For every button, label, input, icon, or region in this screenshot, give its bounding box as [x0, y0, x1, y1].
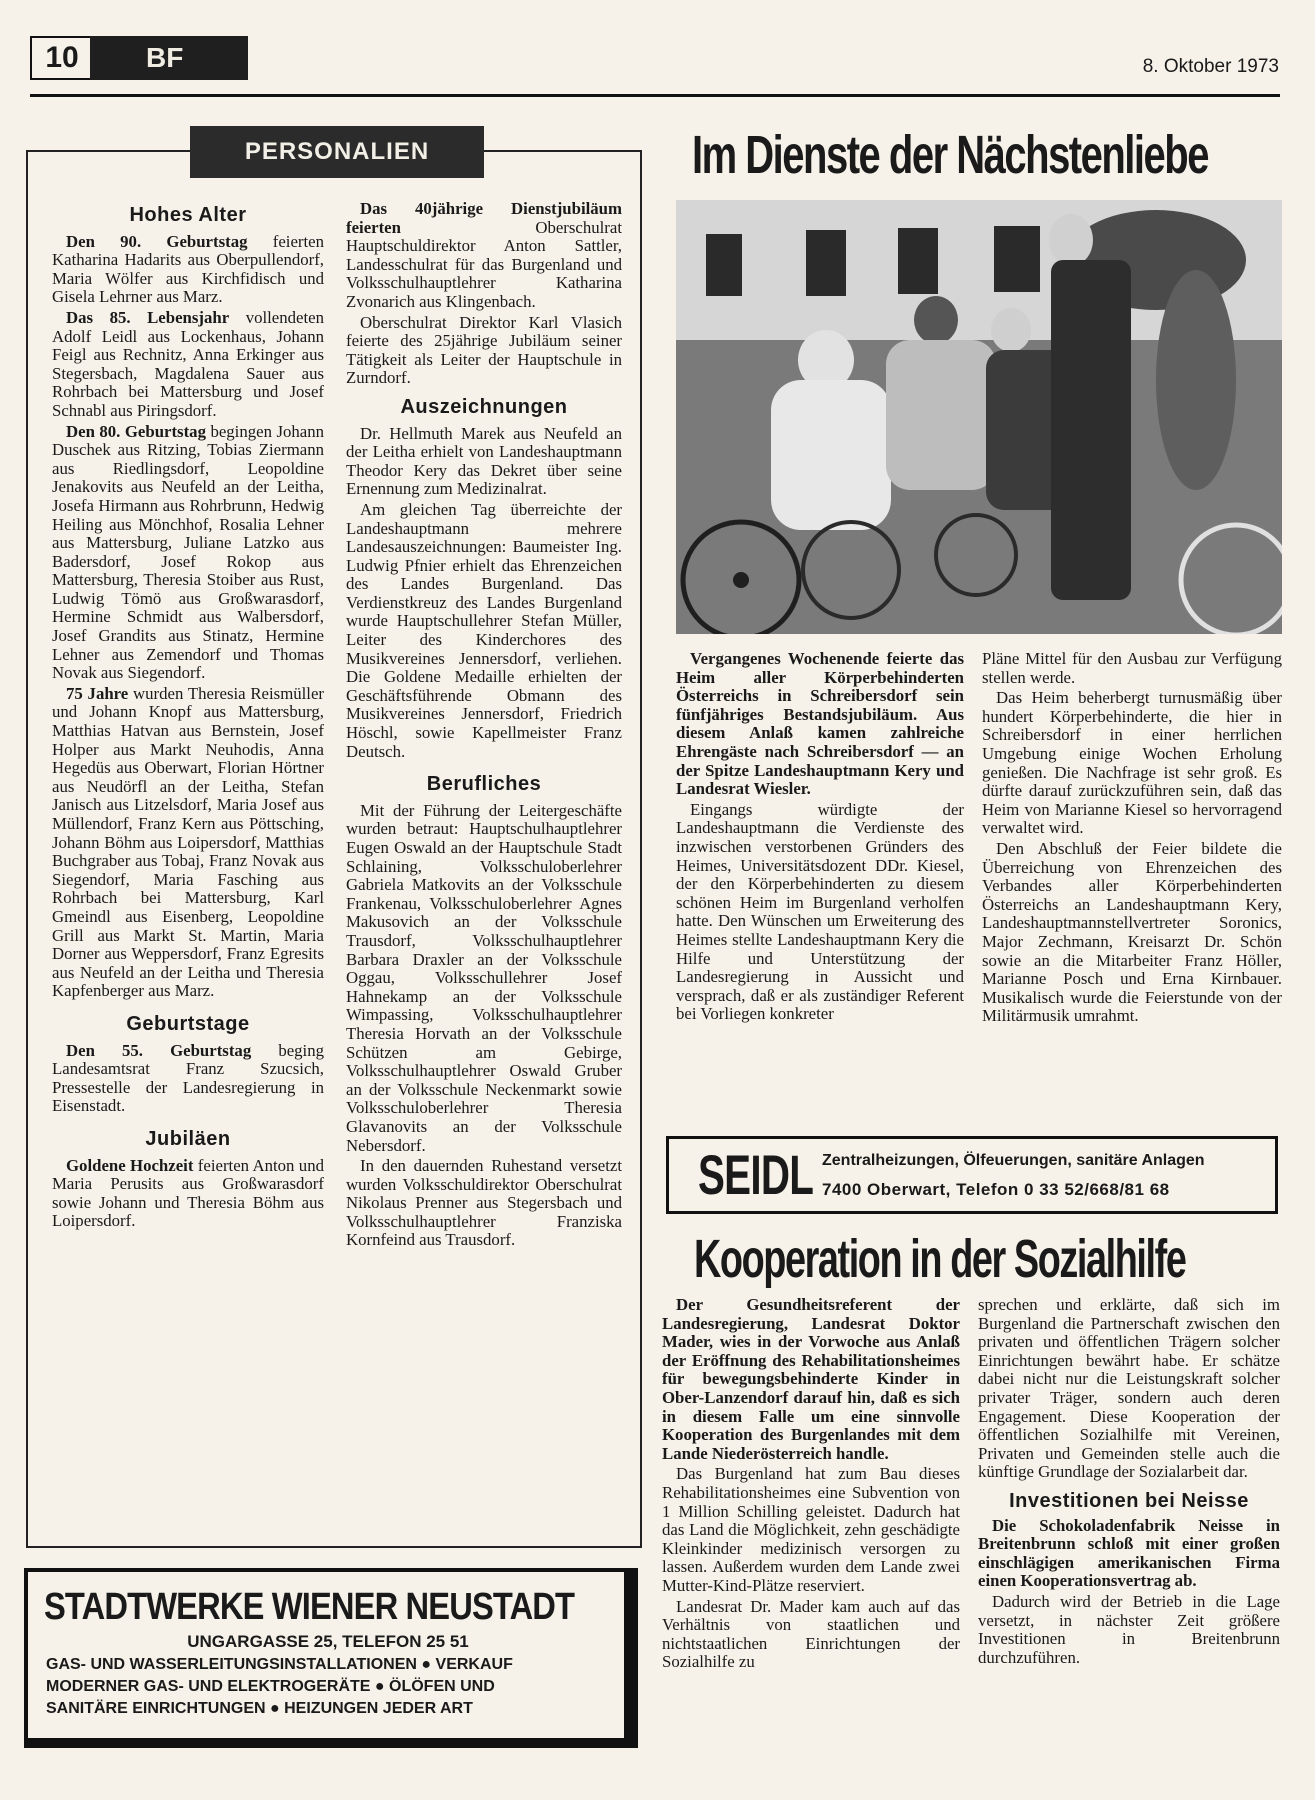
ad-stadtwerke-address: UNGARGASSE 25, TELEFON 25 51	[187, 1632, 469, 1651]
paragraph: Am gleichen Tag überreichte der Landeshauptmann mehrere Landesauszeichnungen: Baumeister Ing. Ludwig Pfnier erhielt das Ehrenzeichen des Landes Burgenland. Das Verdienstkreuz des Landes Burgenland wurde Hauptschullehrer Stefan Müller, Leiter des Kinderchores des Musikvereines Jennersdorf, verliehen. Die Goldene Medaille erhielten der Geschäftsführende Obmann des Musikvereines Jennersdorf, Friedrich Höschl, sowie Kapellmeister Franz Deutsch.	[346, 499, 622, 761]
ad-stadtwerke-line: GAS- UND WASSERLEITUNGSINSTALLATIONEN ● VERKAUF	[46, 1656, 513, 1673]
paragraph: Oberschulrat Direktor Karl Vlasich feierte des 25jährige Jubiläum seiner Tätigkeit als Leiter der Hauptschule in Zurndorf.	[346, 312, 622, 388]
paragraph: Dr. Hellmuth Marek aus Neufeld an der Leitha erhielt von Landeshauptmann Theodor Kery das Dekret über seine Ernennung zum Medizinalrat.	[346, 423, 622, 499]
article1-column-2	[982, 650, 1282, 1028]
ad-stadtwerke-name: STADTWERKE WIENER NEUSTADT	[44, 1586, 575, 1628]
heading-jubilaeen: Jubiläen	[145, 1127, 231, 1150]
article2-lead: Der Gesundheitsreferent der Landesregierung, Landesrat Doktor Mader, wies in der Vorwoche aus Anlaß der Eröffnung des Rehabilitationsheimes für bewegungsbehinderte Kinder in Ober-Lanzendorf darauf hin, daß es sich in diesem Falle um eine sinnvolle Kooperation des Burgenlandes mit dem Lande Niederösterreich handle.	[662, 1295, 960, 1463]
article-photo	[676, 200, 1282, 634]
article2-column-2	[978, 1296, 1280, 1669]
paragraph: Den 55. Geburtstag beging Landesamtsrat Franz Szucsich, Pressestelle der Landesregierung in Eisenstadt.	[52, 1040, 325, 1116]
article2-column-1	[662, 1296, 960, 1674]
paragraph: Das Heim beherbergt turnusmäßig über hundert Körperbehinderte, die hier in Schreibersdorf in einer herrlichen Umgebung einige Wochen Erholung genießen. Die Nachfrage ist sehr groß. Es dürfte darauf zurückzuführen sein, daß das Heim von Marianne Kiesel so hervorragend verwaltet wird.	[982, 688, 1282, 838]
paragraph: Das 40jährige Dienstjubiläum feierten Oberschulrat Hauptschuldirektor Anton Sattler, Landesschulrat für das Burgenland und Volksschulhauptlehrer Katharina Zvonarich aus Klingenbach.	[346, 199, 622, 311]
heading-berufliches: Berufliches	[426, 773, 542, 796]
paragraph: Das Burgenland hat zum Bau dieses Rehabilitationsheimes eine Subvention von 1 Million Schilling geleistet. Dadurch hat das Land die Möglichkeit, zehn geschädigte Kleinkinder medizinisch versorgen zu lassen. Außerdem wurden dem Lande zwei Mutter-Kind-Plätze reserviert.	[662, 1464, 960, 1595]
ad-stadtwerke-line: MODERNER GAS- UND ELEKTROGERÄTE ● ÖLÖFEN UND	[46, 1678, 495, 1695]
heading-hohes-alter: Hohes Alter	[129, 204, 247, 226]
paragraph: 75 Jahre wurden Theresia Reismüller und Johann Knopf aus Mattersburg, Matthias Hatvan aus Bernstein, Josef Holper aus Markt Neuhodis, Anna Hegedüs aus Oberwart, Florian Hörtner aus Neudörfl an der Leitha, Stefan Janisch aus Litzelsdorf, Maria Josef aus Müllendorf, Franz Kern aus Pöttsching, Johann Böhm aus Loipersdorf, Matthias Buchgraber aus Tobaj, Franz Novak aus Siegendorf, Maria Fasching aus Rohrbach bei Mattersburg, Karl Gmeindl aus Eisenberg, Leopoldine Grill aus Markt St. Martin, Maria Dorner aus Weppersdorf, Franz Egresits aus Neufeld an der Leitha und Theresia Kapfenberger aus Marz.	[52, 683, 324, 1001]
issue-date: 8. Oktober 1973	[1142, 56, 1279, 77]
heading-auszeichnungen: Auszeichnungen	[400, 395, 568, 418]
personalien-column-2	[346, 200, 622, 1252]
paragraph: Mit der Führung der Leitergeschäfte wurden betraut: Hauptschulhauptlehrer Eugen Oswald an der Hauptschule Stadt Schlaining, Volksschuloberlehrer Gabriela Matkovits an der Volksschule Frankenau, Volksschuloberlehrer Agnes Makusovich an der Volksschule Trausdorf, Volksschulhauptlehrer Barbara Draxler an der Volksschule Oggau, Volksschullehrer Josef Hahnekamp an der Volksschule Wimpassing, Volksschulhauptlehrer Theresia Horvath an der Volksschule Schützen am Gebirge, Volksschulhauptlehrer Oswald Gruber an der Volksschule Neckenmarkt sowie Volksschuloberlehrer Theresia Glavanovits an der Volksschule Nebersdorf.	[346, 800, 622, 1155]
paragraph: Die Schokoladenfabrik Neisse in Breitenbrunn schloß mit einer großen einschlägigen amerikanischen Firma einen Kooperationsvertrag ab.	[978, 1515, 1280, 1591]
headline-naechstenliebe: Im Dienste der Nächstenliebe	[692, 125, 1208, 185]
paragraph: Den Abschluß der Feier bildete die Überreichung von Ehrenzeichen des Verbandes aller Körperbehinderten Österreichs an Landeshauptmann Kery, Landeshauptmannstellvertreter Soronics, Major Zechmann, Kreisarzt Dr. Schön sowie an die Mitarbeiter Franz Höller, Marianne Posch und Erna Kirnbauer. Musikalisch wurde die Feierstunde von der Militärmusik umrahmt.	[982, 838, 1282, 1026]
personalien-label: PERSONALIEN	[190, 126, 484, 178]
paragraph: sprechen und erklärte, daß sich im Burgenland die Partnerschaft zwischen den privaten und öffentlichen Trägern solcher Einrichtungen bewährt habe. Er schätze dabei nicht nur die Leistungskraft solcher privater Träger, sondern auch deren Engagement. Diese Kooperation der öffentlichen Sozialhilfe mit Vereinen, Privaten und Gemeinden stelle auch die künftige Grundlage der Sozialarbeit dar.	[978, 1295, 1280, 1482]
paragraph: In den dauernden Ruhestand versetzt wurden Volksschuldirektor Oberschulrat Nikolaus Prenner aus Stegersbach und Volksschulhauptlehrer Franziska Kornfeind aus Trausdorf.	[346, 1156, 622, 1250]
section-label: BF	[90, 36, 248, 80]
article1-column-1	[676, 650, 964, 1026]
paragraph: Den 80. Geburtstag begingen Johann Duschek aus Ritzing, Tobias Ziermann aus Riedlingsdorf, Leopoldine Jenakovits aus Neufeld an der Leitha, Josefa Hirmann aus Rohrbrunn, Hedwig Heiling aus Mönchhof, Rosalia Lehner aus Mattersburg, Juliane Latzko aus Badersdorf, Josef Rokop aus Mattersburg, Theresia Stoiber aus Rust, Ludwig Tömö aus Großwarasdorf, Hermine Schmidt aus Walbersdorf, Josef Grandits aus Stinatz, Hermine Lehner aus Zemendorf und Thomas Novak aus Siegendorf.	[52, 421, 324, 683]
photo-wheelchair-scene	[676, 200, 1282, 634]
page-number: 10	[30, 36, 94, 80]
paragraph: Pläne Mittel für den Ausbau zur Verfügung stellen werde.	[982, 649, 1282, 687]
headline-kooperation: Kooperation in der Sozialhilfe	[694, 1229, 1186, 1289]
heading-investitionen: Investitionen bei Neisse	[1009, 1489, 1249, 1512]
ad-seidl-name: SEIDL	[698, 1143, 814, 1206]
ad-seidl-line: Zentralheizungen, Ölfeuerungen, sanitäre Anlagen	[822, 1152, 1205, 1169]
header-rule	[30, 94, 1280, 97]
ad-stadtwerke-line: SANITÄRE EINRICHTUNGEN ● HEIZUNGEN JEDER ART	[46, 1700, 473, 1717]
paragraph: Den 90. Geburtstag feierten Katharina Hadarits aus Oberpullendorf, Maria Wölfer aus Kirchfidisch und Gisela Lehrner aus Marz.	[52, 231, 324, 307]
paragraph: Das 85. Lebensjahr vollendeten Adolf Leidl aus Lockenhaus, Johann Feigl aus Rechnitz, Anna Erkinger aus Stegersbach, Magdalena Sauer aus Rohrbach bei Mattersburg und Josef Schnabl aus Piringsdorf.	[52, 307, 324, 420]
paragraph: Landesrat Dr. Mader kam auch auf das Verhältnis von staatlichen und nichtstaatlichen Einrichtungen der Sozialhilfe zu	[662, 1596, 960, 1672]
article1-lead: Vergangenes Wochenende feierte das Heim aller Körperbehinderten Österreichs in Schreibersdorf sein fünfjähriges Bestandsjubiläum. Aus diesem Anlaß kamen zahlreiche Ehrengäste nach Schreibersdorf — an der Spitze Landeshauptmann Kery und Landesrat Wiesler.	[676, 649, 964, 799]
paragraph: Eingangs würdigte der Landeshauptmann die Verdienste des inzwischen verstorbenen Gründers des Heimes, Universitätsdozent DDr. Kiesel, der den Körperbehinderten zu diesem schönen Heim im Burgenland verholfen hatte. Den Wünschen um Erweiterung des Heimes stellte Landeshauptmann Kery die Hilfe und Unterstützung der Landesregierung in Aussicht und versprach, daß er als zuständiger Referent bei Vorliegen konkreter	[676, 799, 964, 1024]
paragraph: Dadurch wird der Betrieb in die Lage versetzt, in nächster Zeit größere Investitionen in Breitenbrunn durchzuführen.	[978, 1591, 1280, 1667]
personalien-column-1	[52, 196, 324, 1233]
heading-geburtstage: Geburtstage	[126, 1012, 250, 1035]
ad-seidl-line: 7400 Oberwart, Telefon 0 33 52/668/81 68	[822, 1180, 1170, 1199]
paragraph: Goldene Hochzeit feierten Anton und Maria Perusits aus Großwarasdorf sowie Johann und Theresia Böhm aus Loipersdorf.	[52, 1155, 324, 1231]
